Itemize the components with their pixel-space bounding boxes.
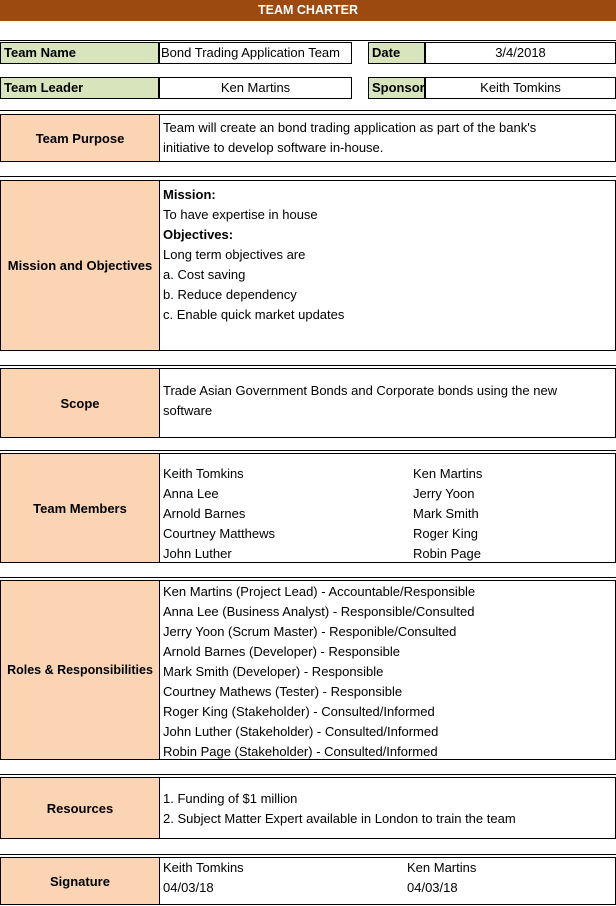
member-name: John Luther bbox=[163, 546, 232, 561]
team-members-content bbox=[159, 453, 616, 563]
row-divider bbox=[0, 774, 616, 775]
scope-content bbox=[159, 368, 616, 438]
row-divider bbox=[0, 577, 616, 578]
scope-line: Trade Asian Government Bonds and Corporate bonds using the new bbox=[163, 383, 558, 398]
member-name: Ken Martins bbox=[413, 466, 483, 481]
signature-content bbox=[159, 857, 616, 905]
role-line: Courtney Mathews (Tester) - Responsible bbox=[163, 684, 403, 699]
row-divider bbox=[0, 854, 616, 855]
member-name: Anna Lee bbox=[163, 486, 219, 501]
row-divider bbox=[0, 365, 616, 366]
role-line: Mark Smith (Developer) - Responsible bbox=[163, 664, 384, 679]
resources-content bbox=[159, 777, 616, 839]
mission-objectives-content bbox=[159, 180, 616, 351]
row-divider bbox=[0, 40, 616, 41]
resources-label: Resources bbox=[0, 777, 160, 839]
team-purpose-content bbox=[159, 114, 616, 162]
date-label: Date bbox=[368, 42, 425, 64]
roles-label: Roles & Responsibilities bbox=[0, 580, 160, 760]
team-purpose-label: Team Purpose bbox=[0, 114, 160, 162]
signature-date: 04/03/18 bbox=[163, 880, 214, 895]
resource-line: 2. Subject Matter Expert available in London to train the team bbox=[163, 811, 516, 826]
member-name: Roger King bbox=[413, 526, 479, 541]
purpose-line: Team will create an bond trading application as part of the bank's bbox=[163, 120, 537, 135]
sponsor-label: Sponsor bbox=[368, 77, 425, 99]
team-name-value: Bond Trading Application Team bbox=[159, 42, 352, 64]
roles-content bbox=[159, 580, 616, 760]
member-name: Jerry Yoon bbox=[413, 486, 475, 501]
objectives-heading: Objectives: bbox=[163, 227, 234, 242]
role-line: Robin Page (Stakeholder) - Consulted/Informed bbox=[163, 744, 438, 759]
role-line: Roger King (Stakeholder) - Consulted/Informed bbox=[163, 704, 435, 719]
role-line: Jerry Yoon (Scrum Master) - Responible/Consulted bbox=[163, 624, 457, 639]
mission-objectives-label: Mission and Objectives bbox=[0, 180, 160, 351]
purpose-line: initiative to develop software in-house. bbox=[163, 140, 384, 155]
role-line: Ken Martins (Project Lead) - Accountable/Responsible bbox=[163, 584, 476, 599]
role-line: John Luther (Stakeholder) - Consulted/Informed bbox=[163, 724, 439, 739]
role-line: Anna Lee (Business Analyst) - Responsible/Consulted bbox=[163, 604, 475, 619]
mission-heading: Mission: bbox=[163, 187, 216, 202]
objective-line: c. Enable quick market updates bbox=[163, 307, 345, 322]
team-name-label: Team Name bbox=[0, 42, 159, 64]
member-name: Arnold Barnes bbox=[163, 506, 246, 521]
role-line: Arnold Barnes (Developer) - Responsible bbox=[163, 644, 401, 659]
signature-label: Signature bbox=[0, 857, 160, 905]
member-name: Mark Smith bbox=[413, 506, 479, 521]
signature-date: 04/03/18 bbox=[407, 880, 458, 895]
objective-line: Long term objectives are bbox=[163, 247, 306, 262]
scope-line: software bbox=[163, 403, 213, 418]
member-name: Courtney Matthews bbox=[163, 526, 275, 541]
row-divider bbox=[0, 450, 616, 451]
team-leader-label: Team Leader bbox=[0, 77, 159, 99]
row-divider bbox=[0, 110, 616, 111]
member-name: Robin Page bbox=[413, 546, 481, 561]
date-value: 3/4/2018 bbox=[425, 42, 616, 64]
member-name: Keith Tomkins bbox=[163, 466, 244, 481]
page-title: TEAM CHARTER bbox=[0, 0, 616, 21]
team-leader-value: Ken Martins bbox=[159, 77, 352, 99]
sponsor-value: Keith Tomkins bbox=[425, 77, 616, 99]
scope-label: Scope bbox=[0, 368, 160, 438]
objective-line: b. Reduce dependency bbox=[163, 287, 297, 302]
resource-line: 1. Funding of $1 million bbox=[163, 791, 298, 806]
row-divider bbox=[0, 176, 616, 177]
team-members-label: Team Members bbox=[0, 453, 160, 563]
objective-line: a. Cost saving bbox=[163, 267, 246, 282]
signature-name: Keith Tomkins bbox=[163, 860, 244, 875]
mission-text: To have expertise in house bbox=[163, 207, 318, 222]
signature-name: Ken Martins bbox=[407, 860, 477, 875]
